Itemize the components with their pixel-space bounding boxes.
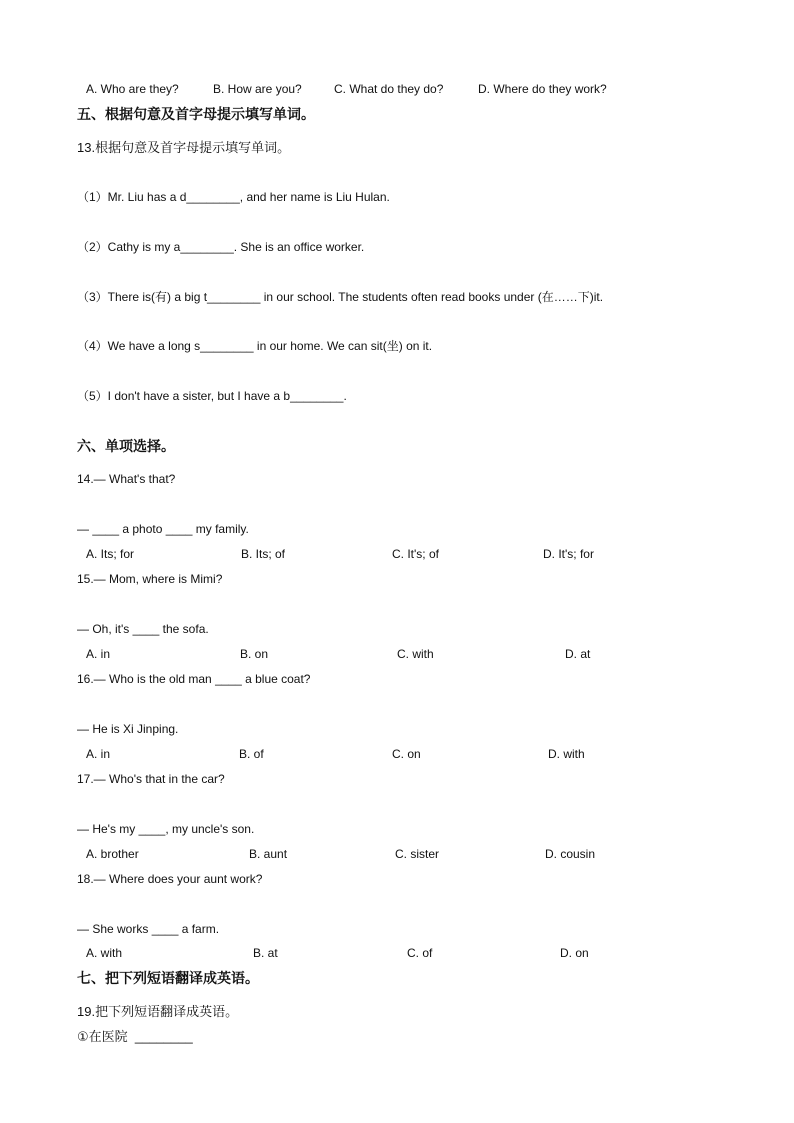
q13-item-2[interactable]: （2）Cathy is my a________. She is an office worker.: [77, 240, 365, 254]
q13-item-3[interactable]: （3）There is(有) a big t________ in our school. The students often read books under (在……下)it.: [77, 290, 604, 304]
q16-option-b[interactable]: B. of: [239, 747, 264, 761]
q17-option-d[interactable]: D. cousin: [545, 847, 596, 861]
q17-option-a[interactable]: A. brother: [86, 847, 139, 861]
section7-heading: 七、把下列短语翻译成英语。: [77, 970, 259, 986]
q17-option-c[interactable]: C. sister: [395, 847, 440, 861]
q12-option-a[interactable]: A. Who are they?: [86, 82, 179, 96]
q16-option-c[interactable]: C. on: [392, 747, 421, 761]
q12-option-c[interactable]: C. What do they do?: [334, 82, 444, 96]
q18-option-a[interactable]: A. with: [86, 946, 123, 960]
q13-item-5[interactable]: （5）I don't have a sister, but I have a b________.: [77, 389, 347, 403]
q16-option-a[interactable]: A. in: [86, 747, 111, 761]
q18-answer-line: — She works ____ a farm.: [77, 922, 220, 936]
q19-item-1[interactable]: ①在医院 ________: [77, 1029, 193, 1044]
q15-option-d[interactable]: D. at: [565, 647, 591, 661]
q18-option-d[interactable]: D. on: [560, 946, 589, 960]
q17-answer-line: — He's my ____, my uncle's son.: [77, 822, 255, 836]
q18-option-b[interactable]: B. at: [253, 946, 278, 960]
q17-question: 17.— Who's that in the car?: [77, 772, 225, 786]
q16-option-d[interactable]: D. with: [548, 747, 585, 761]
q14-option-c[interactable]: C. It's; of: [392, 547, 439, 561]
q16-question: 16.— Who is the old man ____ a blue coat?: [77, 672, 311, 686]
q18-option-c[interactable]: C. of: [407, 946, 433, 960]
section5-heading: 五、根据句意及首字母提示填写单词。: [77, 106, 315, 122]
q17-option-b[interactable]: B. aunt: [249, 847, 288, 861]
q14-answer-line: — ____ a photo ____ my family.: [77, 522, 249, 536]
q19-stem: 19.把下列短语翻译成英语。: [77, 1004, 239, 1019]
q15-option-b[interactable]: B. on: [240, 647, 269, 661]
q14-question: 14.— What's that?: [77, 472, 176, 486]
section6-heading: 六、单项选择。: [77, 438, 175, 454]
q12-option-d[interactable]: D. Where do they work?: [478, 82, 607, 96]
q15-answer-line: — Oh, it's ____ the sofa.: [77, 622, 209, 636]
q14-option-a[interactable]: A. Its; for: [86, 547, 135, 561]
q14-option-b[interactable]: B. Its; of: [241, 547, 286, 561]
q16-answer-line: — He is Xi Jinping.: [77, 722, 179, 736]
q15-option-c[interactable]: C. with: [397, 647, 434, 661]
q15-option-a[interactable]: A. in: [86, 647, 111, 661]
q13-item-1[interactable]: （1）Mr. Liu has a d________, and her name is Liu Hulan.: [77, 190, 390, 204]
q18-question: 18.— Where does your aunt work?: [77, 872, 263, 886]
q13-item-4[interactable]: （4）We have a long s________ in our home. We can sit(坐) on it.: [77, 339, 433, 353]
q15-question: 15.— Mom, where is Mimi?: [77, 572, 223, 586]
q13-stem: 13.根据句意及首字母提示填写单词。: [77, 140, 291, 155]
q12-option-b[interactable]: B. How are you?: [213, 82, 302, 96]
q14-option-d[interactable]: D. It's; for: [543, 547, 594, 561]
